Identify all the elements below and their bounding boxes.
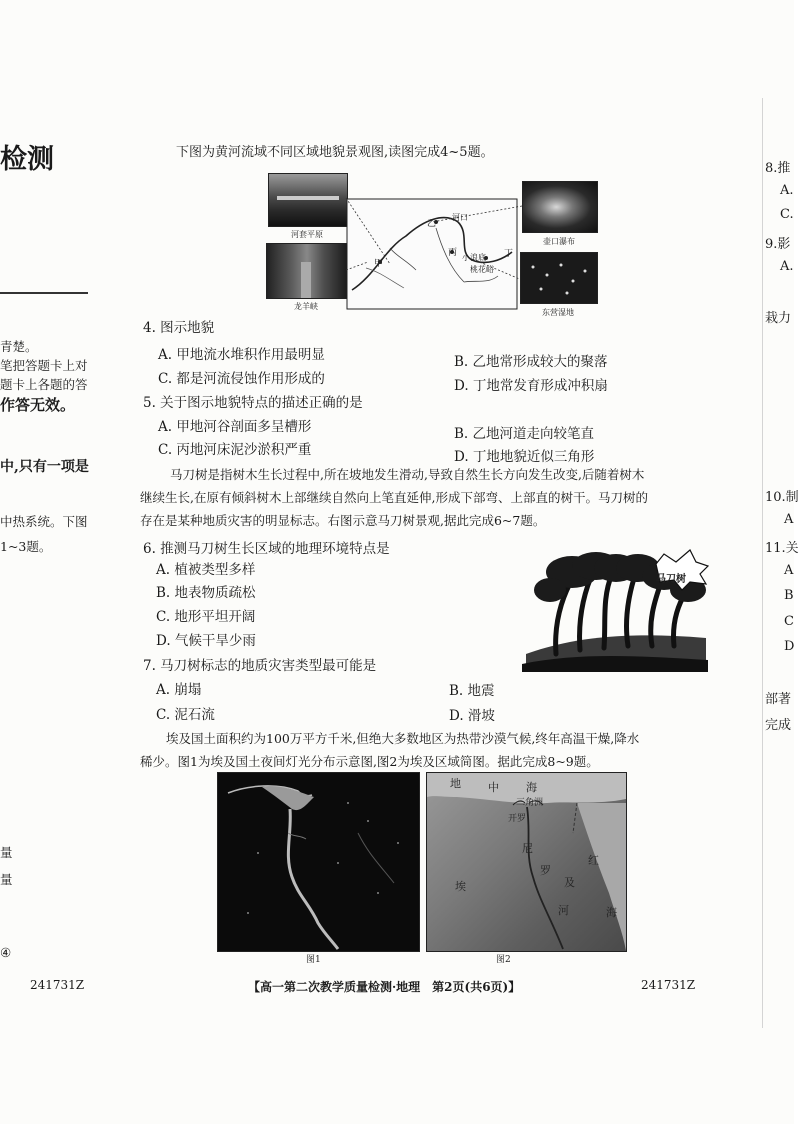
left-line-8: 量: [0, 845, 13, 860]
question-4-stem: 4. 图示地貌: [143, 320, 215, 336]
left-line-9: 量: [0, 872, 13, 887]
question-4-option-d: D. 丁地常发育形成冲积扇: [454, 378, 608, 394]
caption-longyang-gorge: 龙羊峡: [294, 302, 318, 311]
map-label-xiaolangdi: 小浪底: [462, 253, 486, 262]
question-4-option-a: A. 甲地流水堆积作用最明显: [158, 347, 325, 363]
right-fragment-5: A.: [780, 259, 794, 274]
caption-hetao-plain: 河套平原: [291, 230, 323, 239]
figure-1-night-lights: [217, 772, 420, 952]
intro-q6-7-line-1: 马刀树是指树木生长过程中,所在坡地发生滑动,导致自然生长方向发生改变,后随着树木: [170, 467, 645, 482]
map-label-ding: 丁: [504, 249, 514, 259]
map-label-taohuayu: 桃花峪: [470, 265, 494, 274]
left-line-2: 笔把答题卡上对: [0, 358, 88, 373]
map-label-bing: 丙: [448, 248, 458, 258]
map-label-he: 河: [558, 904, 569, 917]
right-column-divider: [762, 98, 763, 1028]
left-divider: [0, 292, 88, 294]
left-line-10: ④: [0, 945, 12, 960]
intro-q6-7-line-3: 存在是某种地质灾害的明显标志。右图示意马刀树景观,据此完成6~7题。: [140, 513, 546, 528]
right-fragment-14: 部著: [765, 692, 792, 707]
question-7-stem: 7. 马刀树标志的地质灾害类型最可能是: [143, 658, 377, 674]
question-7-option-b: B. 地震: [449, 683, 495, 699]
question-5-option-d: D. 丁地地貌近似三角形: [454, 449, 595, 465]
footer-title: 【高一第二次教学质量检测·地理 第2页(共6页)】: [248, 980, 521, 994]
intro-q4-5: 下图为黄河流域不同区域地貌景观图,读图完成4~5题。: [176, 145, 494, 160]
right-fragment-4: 9.影: [765, 237, 791, 252]
map-label-luo: 罗: [540, 864, 551, 877]
right-fragment-11: B: [784, 588, 794, 603]
question-7-option-a: A. 崩塌: [156, 682, 202, 698]
map-label-hekou: 河口: [452, 213, 468, 222]
right-fragment-13: D: [784, 639, 795, 654]
right-fragment-3: C.: [780, 207, 794, 222]
right-fragment-6: 栽力: [765, 311, 792, 326]
map-label-jia: 甲: [374, 259, 384, 269]
question-5-stem: 5. 关于图示地貌特点的描述正确的是: [143, 395, 363, 411]
map-label-hai: 海: [526, 781, 537, 794]
map-label-ni: 尼: [522, 842, 533, 855]
map-label-di: 地: [450, 777, 461, 790]
right-fragment-2: A.: [780, 183, 794, 198]
right-fragment-8: A: [784, 512, 794, 527]
question-6-stem: 6. 推测马刀树生长区域的地理环境特点是: [143, 541, 390, 557]
left-code: 241731Z: [30, 978, 85, 992]
left-line-1: 青楚。: [0, 339, 38, 354]
caption-figure-2: 图2: [496, 955, 511, 965]
right-fragment-7: 10.制: [765, 490, 799, 505]
map-label-hai2: 海: [606, 906, 617, 919]
map-label-hong: 红: [588, 854, 599, 867]
intro-q8-9-line-1: 埃及国土面积约为100万平方千米,但绝大多数地区为热带沙漠气候,终年高温干燥,降水: [166, 731, 640, 746]
figure-connector-lines: [330, 170, 530, 320]
right-fragment-12: C: [784, 614, 794, 629]
intro-q8-9-line-2: 稀少。图1为埃及国土夜间灯光分布示意图,图2为埃及区域简图。据此完成8~9题。: [140, 754, 599, 769]
question-6-option-c: C. 地形平坦开阔: [156, 609, 256, 625]
question-5-option-c: C. 丙地河床泥沙淤积严重: [158, 442, 312, 458]
intro-q6-7-line-2: 继续生长,在原有倾斜树木上部继续自然向上笔直延伸,形成下部弯、上部直的树干。马刀树的: [140, 490, 648, 505]
map-label-zhong: 中: [488, 781, 499, 794]
left-line-3: 题卡上各题的答: [0, 377, 88, 392]
map-label-sanjiaozhou: 三角洲: [516, 798, 544, 808]
left-line-6: 中热系统。下图: [0, 514, 88, 529]
right-fragment-15: 完成: [765, 718, 792, 733]
question-4-option-b: B. 乙地常形成较大的聚落: [454, 354, 608, 370]
question-6-option-a: A. 植被类型多样: [156, 562, 256, 578]
footer-code: 241731Z: [641, 978, 696, 992]
question-5-option-a: A. 甲地河谷剖面多呈槽形: [158, 419, 312, 435]
intro-q8-9: [140, 727, 715, 773]
question-6-option-d: D. 气候干旱少雨: [156, 633, 256, 649]
map-label-yi: 乙: [427, 219, 437, 229]
right-fragment-9: 11.关: [765, 541, 799, 556]
caption-hukou-waterfall: 壶口瀑布: [543, 237, 575, 246]
question-7-option-d: D. 滑坡: [449, 708, 495, 724]
left-line-7: 1~3题。: [0, 539, 52, 554]
map-label-ai: 埃: [455, 880, 466, 893]
intro-q6-7: [140, 463, 712, 532]
question-6-option-b: B. 地表物质疏松: [156, 585, 256, 601]
right-fragment-1: 8.推: [765, 161, 791, 176]
label-drunken-tree: 马刀树: [656, 574, 686, 585]
right-fragment-10: A: [784, 563, 794, 578]
drunken-forest-illustration: [520, 542, 710, 672]
photo-dongying-wetland: [520, 252, 598, 304]
map-label-cairo: 开罗: [508, 814, 527, 824]
left-title-fragment: 检测: [0, 144, 54, 175]
question-4-option-c: C. 都是河流侵蚀作用形成的: [158, 371, 325, 387]
question-5-option-b: B. 乙地河道走向较笔直: [454, 426, 595, 442]
map-label-ji: 及: [564, 876, 575, 889]
caption-dongying-wetland: 东营湿地: [542, 308, 574, 317]
left-line-5: 中,只有一项是: [0, 459, 89, 475]
photo-hukou-waterfall: [522, 181, 598, 233]
caption-figure-1: 图1: [306, 955, 321, 965]
left-line-4: 作答无效。: [0, 396, 76, 414]
question-7-option-c: C. 泥石流: [156, 707, 215, 723]
